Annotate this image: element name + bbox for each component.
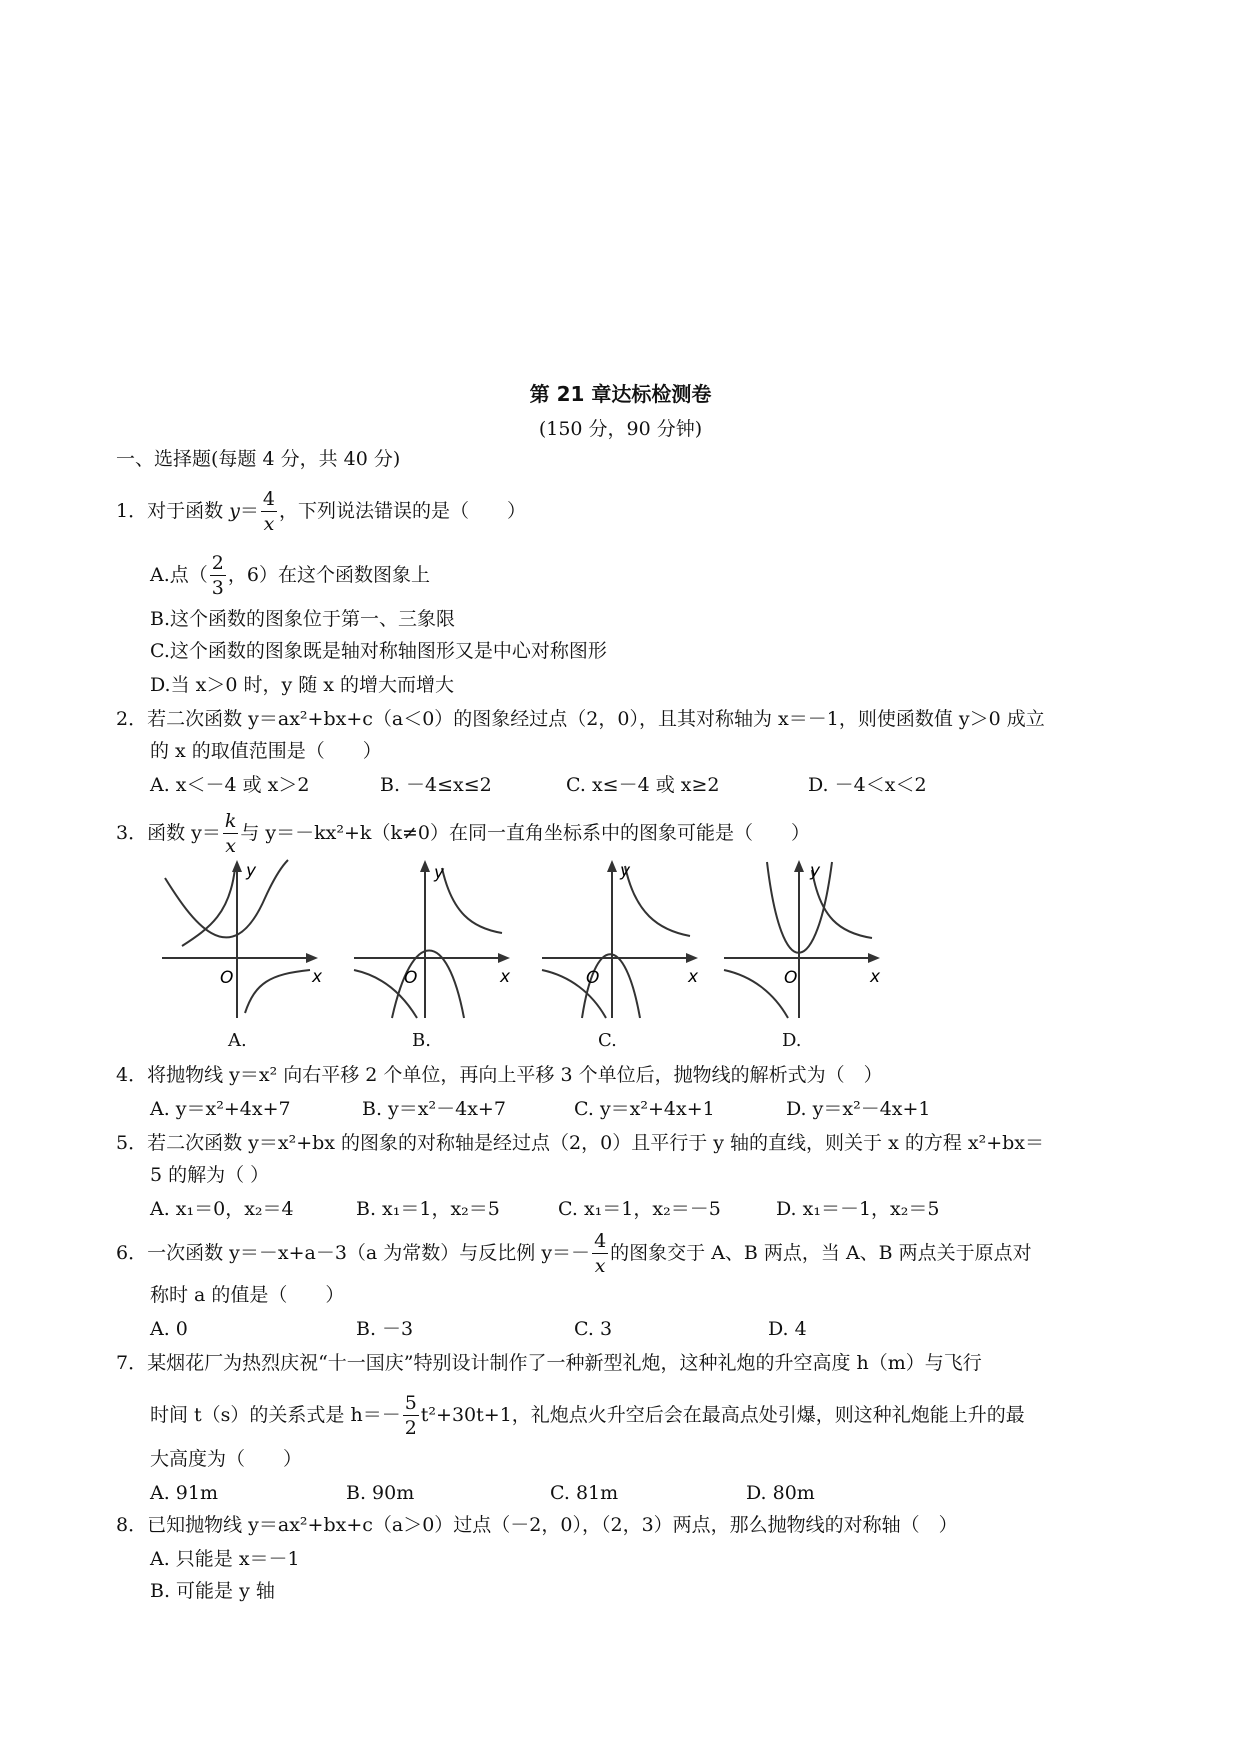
q6-option-b: B. －3 [356, 1318, 414, 1340]
graph-c-label: C. [598, 1030, 617, 1051]
q1-a-text-tail: ，6）在这个函数图象上 [227, 564, 430, 586]
question-number: 3． [116, 822, 148, 844]
q1-numerator: 4 [262, 488, 275, 510]
q5-option-c: C. x₁＝1，x₂＝－5 [558, 1198, 721, 1220]
q7-fraction [403, 1394, 419, 1438]
q8-option-a: A. 只能是 x＝－1 [150, 1548, 300, 1570]
q1-option-d: D.当 x＞0 时，y 随 x 的增大而增大 [150, 674, 455, 696]
q1-text-tail: ，下列说法错误的是（ ） [278, 500, 526, 522]
hyperbola-branch-lower [245, 970, 310, 1013]
q7-option-c: C. 81m [550, 1482, 619, 1504]
origin-label: O [586, 968, 600, 988]
graph-a [160, 858, 322, 1020]
q7-text-tail: t²+30t+1，礼炮点火升空后会在最高点处引爆，则这种礼炮能上升的最 [420, 1404, 1025, 1426]
q4-option-a: A. y＝x²+4x+7 [150, 1098, 291, 1120]
q1-denominator: x [263, 513, 275, 535]
y-axis-arrow [232, 860, 242, 872]
page-title: 第 21 章达标检测卷 [529, 382, 712, 406]
q1-option-b: B.这个函数的图象位于第一、三象限 [150, 608, 456, 630]
q1-a-denominator: 3 [211, 577, 224, 599]
y-axis-arrow [420, 860, 430, 872]
graph-d [722, 858, 884, 1020]
question-2-line1: 2．若二次函数 y＝ax²+bx+c（a＜0）的图象经过点（2，0），且其对称轴为 x＝－1，则使函数值 y＞0 成立 [116, 708, 1045, 730]
q6-text: 6．一次函数 y＝－x+a－3（a 为常数）与反比例 y＝－ [116, 1242, 591, 1264]
question-number: 1． [116, 500, 148, 522]
x-axis-arrow [868, 953, 880, 963]
q7-option-b: B. 90m [346, 1482, 415, 1504]
q6-option-a: A. 0 [150, 1318, 188, 1340]
q6-option-d: D. 4 [768, 1318, 807, 1340]
question-5-line1: 5．若二次函数 y＝x²+bx 的图象的对称轴是经过点（2，0）且平行于 y 轴的直线，则关于 x 的方程 x²+bx＝ [116, 1132, 1044, 1154]
hyperbola-branch-lower [724, 970, 788, 1018]
q1-a-text: A.点（ [150, 564, 208, 586]
q3-fraction [223, 812, 239, 856]
graph-b [352, 858, 514, 1020]
q3-text: 函数 y＝ [147, 822, 221, 844]
question-6-line2: 称时 a 的值是（ ） [150, 1284, 345, 1306]
q7-denominator: 2 [404, 1417, 417, 1439]
q3-numerator: k [224, 810, 237, 832]
graph-c [540, 858, 702, 1020]
question-8-line1: 8．已知抛物线 y＝ax²+bx+c（a＞0）过点（－2，0），（2，3）两点，那么抛物线的对称轴（ ） [116, 1514, 958, 1536]
x-axis-arrow [498, 953, 510, 963]
question-1-stem [116, 490, 526, 534]
q2-option-a: A. x＜－4 或 x＞2 [150, 774, 310, 796]
parabola-curve [165, 860, 288, 937]
graph-d-label: D. [782, 1030, 802, 1051]
question-7-line1: 7．某烟花厂为热烈庆祝“十一国庆”特别设计制作了一种新型礼炮，这种礼炮的升空高度 h（m）与飞行 [116, 1352, 982, 1374]
y-axis-label: y [434, 863, 445, 883]
hyperbola-branch-upper [812, 870, 872, 938]
q2-option-b: B. －4≤x≤2 [380, 774, 492, 796]
y-axis-label: y [810, 861, 821, 881]
question-2-line2: 的 x 的取值范围是（ ） [150, 740, 382, 762]
x-axis-label: x [312, 967, 322, 987]
question-4-line1: 4．将抛物线 y＝x² 向右平移 2 个单位，再向上平移 3 个单位后，抛物线的解析式为（ ） [116, 1064, 883, 1086]
q1-option-a [150, 554, 430, 598]
parabola-curve [392, 951, 464, 1019]
q1-var: y [229, 500, 240, 522]
q7-option-d: D. 80m [746, 1482, 815, 1504]
q4-option-d: D. y＝x²－4x+1 [786, 1098, 931, 1120]
y-axis-arrow [607, 860, 617, 872]
page-subtitle: (150 分，90 分钟) [538, 418, 703, 440]
q5-option-d: D. x₁＝－1，x₂＝5 [776, 1198, 940, 1220]
x-axis-label: x [870, 967, 881, 987]
q1-text: 对于函数 [147, 500, 230, 522]
question-3-stem [116, 812, 810, 856]
q1-a-fraction [210, 554, 226, 598]
x-axis-label: x [500, 967, 511, 987]
origin-label: O [404, 968, 418, 988]
q6-numerator: 4 [594, 1230, 607, 1252]
q6-denominator: x [594, 1255, 606, 1277]
x-axis-arrow [686, 953, 698, 963]
q2-option-c: C. x≤－4 或 x≥2 [566, 774, 720, 796]
question-7-line3: 大高度为（ ） [150, 1448, 303, 1470]
question-7-line2 [150, 1394, 1025, 1438]
q7-text: 时间 t（s）的关系式是 h＝－ [150, 1404, 401, 1426]
x-axis-arrow [306, 953, 318, 963]
q1-fraction [261, 490, 277, 534]
q5-option-a: A. x₁＝0，x₂＝4 [150, 1198, 294, 1220]
q1-eq: ＝ [239, 500, 259, 522]
x-axis-label: x [688, 967, 699, 987]
question-6-stem [116, 1232, 1032, 1276]
q1-a-numerator: 2 [211, 552, 224, 574]
q5-option-b: B. x₁＝1，x₂＝5 [356, 1198, 500, 1220]
y-axis-label: y [620, 861, 631, 881]
q6-text-tail: 的图象交于 A、B 两点，当 A、B 两点关于原点对 [610, 1242, 1032, 1264]
hyperbola-branch-upper [442, 868, 502, 933]
origin-label: O [784, 968, 798, 988]
hyperbola-branch-upper [625, 866, 690, 936]
q2-option-d: D. －4＜x＜2 [808, 774, 927, 796]
origin-label: O [220, 968, 234, 988]
section-heading: 一、选择题(每题 4 分，共 40 分) [116, 448, 401, 470]
q3-text-tail: 与 y＝－kx²+k（k≠0）在同一直角坐标系中的图象可能是（ ） [240, 822, 810, 844]
q7-numerator: 5 [404, 1392, 417, 1414]
q4-option-c: C. y＝x²+4x+1 [574, 1098, 715, 1120]
q6-option-c: C. 3 [574, 1318, 613, 1340]
hyperbola-branch-upper [182, 868, 235, 946]
q7-option-a: A. 91m [150, 1482, 218, 1504]
y-axis-label: y [246, 861, 257, 881]
y-axis-arrow [794, 860, 804, 872]
q8-option-b: B. 可能是 y 轴 [150, 1580, 275, 1602]
q4-option-b: B. y＝x²－4x+7 [362, 1098, 506, 1120]
graph-a-label: A. [228, 1030, 247, 1051]
question-5-line2: 5 的解为（ ） [150, 1164, 270, 1186]
q1-option-c: C.这个函数的图象既是轴对称轴图形又是中心对称图形 [150, 640, 607, 662]
q6-fraction [592, 1232, 608, 1276]
q3-denominator: x [225, 835, 236, 857]
graph-b-label: B. [412, 1030, 431, 1051]
